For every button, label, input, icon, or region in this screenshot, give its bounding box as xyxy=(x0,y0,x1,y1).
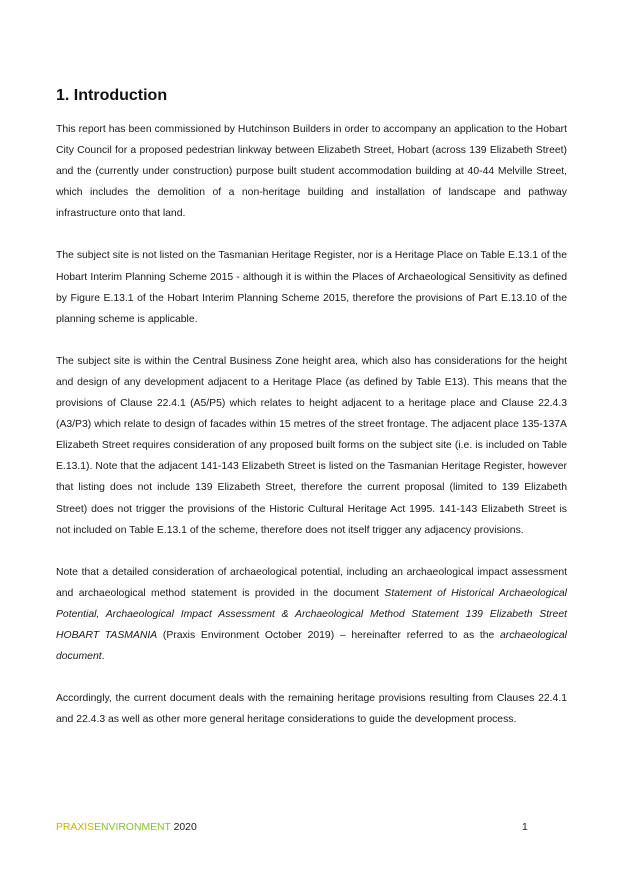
paragraph-4-text-e: . xyxy=(101,651,105,663)
footer-brand xyxy=(56,822,197,833)
section-body xyxy=(56,119,567,730)
footer-brand-praxis: PRAXIS xyxy=(56,822,95,833)
paragraph-4-text-c: (Praxis Environment October 2019) – hereinafter referred to as the xyxy=(157,629,500,641)
footer-brand-environment: ENVIRONMENT xyxy=(94,822,171,833)
section-heading: 1. Introduction xyxy=(56,87,168,104)
paragraph-3: The subject site is within the Central Business Zone height area, which also has considerations for the height and design of any development adjacent to a Heritage Place (as defined by Table E13). This means that the provisions of Clause 22.4.1 (A5/P5) which relates to height adjacent to a heritage place and Clause 22.4.3 (A3/P3) which relate to design of facades within 15 metres of the street frontage. The adjacent place 135-137A Elizabeth Street requires consideration of any proposed built forms on the subject site (i.e. is included on Table E.13.1). Note that the adjacent 141-143 Elizabeth Street is listed on the Tasmanian Heritage Register, however that listing does not include 139 Elizabeth Street, therefore the current proposal (limited to 139 Elizabeth Street) does not trigger the provisions of the Historic Cultural Heritage Act 1995. 141-143 Elizabeth Street is not included on Table E.13.1 of the scheme, therefore does not itself trigger any adjacency provisions. xyxy=(56,355,567,536)
page-number: 1 xyxy=(522,822,528,833)
paragraph-2: The subject site is not listed on the Tasmanian Heritage Register, nor is a Heritage Place on Table E.13.1 of the Hobart Interim Planning Scheme 2015 - although it is within the Places of Archaeological Sensitivity as defined by Figure E.13.1 of the Hobart Interim Planning Scheme 2015, therefore the provisions of Part E.13.10 of the planning scheme is applicable. xyxy=(56,250,567,325)
paragraph-4 xyxy=(56,562,567,667)
paragraph-4-text-a: Note that a detailed consideration of archaeological potential, including an archaeological impact assessment and archaeological method statement is provided in the document xyxy=(56,566,567,599)
document-title-citation: Statement of Historical Archaeological Potential, Archaeological Impact Assessment & Archaeological Method Statement 139 Elizabeth Street HOBART TASMANIA xyxy=(56,587,567,641)
archaeological-document-term: archaeological document xyxy=(56,629,567,663)
paragraph-1: This report has been commissioned by Hutchinson Builders in order to accompany an application to the Hobart City Council for a proposed pedestrian linkway between Elizabeth Street, Hobart (across 139 Elizabeth Street) and the (currently under construction) purpose built student accommodation building at 40-44 Melville Street, which includes the demolition of a non-heritage building and installation of landscape and pathway infrastructure onto that land. xyxy=(56,124,567,220)
footer-year: 2020 xyxy=(170,822,197,833)
paragraph-5: Accordingly, the current document deals with the remaining heritage provisions resulting from Clauses 22.4.1 and 22.4.3 as well as other more general heritage considerations to guide the development process. xyxy=(56,693,567,726)
